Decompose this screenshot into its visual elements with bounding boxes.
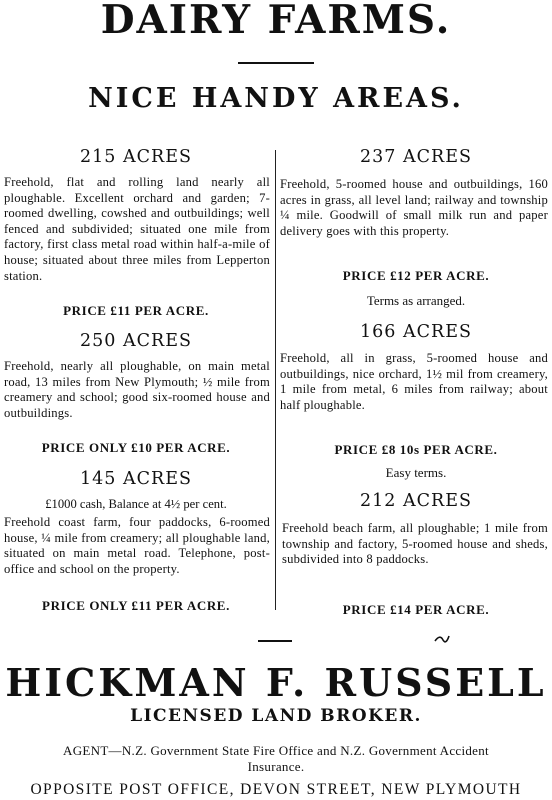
listing-terms: £1000 cash, Balance at 4½ per cent. (45, 497, 227, 511)
listing-description: Freehold, nearly all ploughable, on main metal road, 13 miles from New Plymouth; ½ mile from creamery and school; good six-roomed house and outbuildings. (4, 359, 270, 420)
firm-address: OPPOSITE POST OFFICE, DEVON STREET, NEW PLYMOUTH (30, 781, 522, 798)
listing-price: PRICE £11 PER ACRE. (63, 303, 209, 318)
column-divider (275, 150, 276, 610)
listing-heading: 250 ACRES (80, 331, 192, 351)
listing-heading: 215 ACRES (80, 147, 192, 167)
listing-heading: 237 ACRES (360, 147, 472, 167)
listing-terms: Terms as arranged. (366, 293, 466, 308)
footer-rule (258, 640, 292, 642)
listing-price: PRICE £14 PER ACRE. (342, 602, 490, 617)
listing-price: PRICE £12 PER ACRE. (342, 268, 490, 283)
listing-description: Freehold, flat and rolling land nearly all ploughable. Excellent orchard and garden; 7-roomed dwelling, cowshed and outbuildings; well fenced and subdivided; situated one mile from factory, first class metal road within half-a-mile of house; situated about three miles from Lepperton station. (4, 175, 270, 283)
listing-description: Freehold, all in grass, 5-roomed house and outbuildings, nice orchard, 1½ mil from creamery, 1 mile from metal, 6 miles from railway; about half ploughable. (280, 351, 548, 412)
listing-price: PRICE £8 10s PER ACRE. (334, 442, 498, 457)
listing-terms: Easy terms. (385, 465, 447, 480)
listing-heading: 212 ACRES (360, 491, 472, 511)
listing-description: Freehold, 5-roomed house and outbuildings, 160 acres in grass, all level land; railway and township ¼ mile. Goodwill of small milk run and paper delivery goes with this property. (280, 177, 548, 238)
listing-price: PRICE ONLY £11 PER ACRE. (42, 598, 230, 613)
page-title: DAIRY FARMS. (100, 0, 452, 43)
listing-heading: 145 ACRES (80, 469, 192, 489)
agent-line: AGENT—N.Z. Government State Fire Office and N.Z. Government Accident Insurance. (63, 743, 489, 774)
page-subtitle: NICE HANDY AREAS. (88, 83, 464, 114)
ornament-icon (434, 632, 450, 646)
firm-role: LICENSED LAND BROKER. (130, 706, 422, 726)
listing-description: Freehold beach farm, all ploughable; 1 mile from township and factory, 5-roomed house and sheds, subdivided into 8 paddocks. (282, 521, 548, 567)
listing-heading: 166 ACRES (360, 322, 472, 342)
header-rule (238, 62, 314, 64)
listing-price: PRICE ONLY £10 PER ACRE. (41, 440, 231, 455)
firm-name: HICKMAN F. RUSSELL (5, 660, 547, 705)
listing-description: Freehold coast farm, four paddocks, 6-roomed house, ¼ mile from creamery; all ploughable land, situated on main metal road. Telephone, post-office and school on the property. (4, 515, 270, 576)
